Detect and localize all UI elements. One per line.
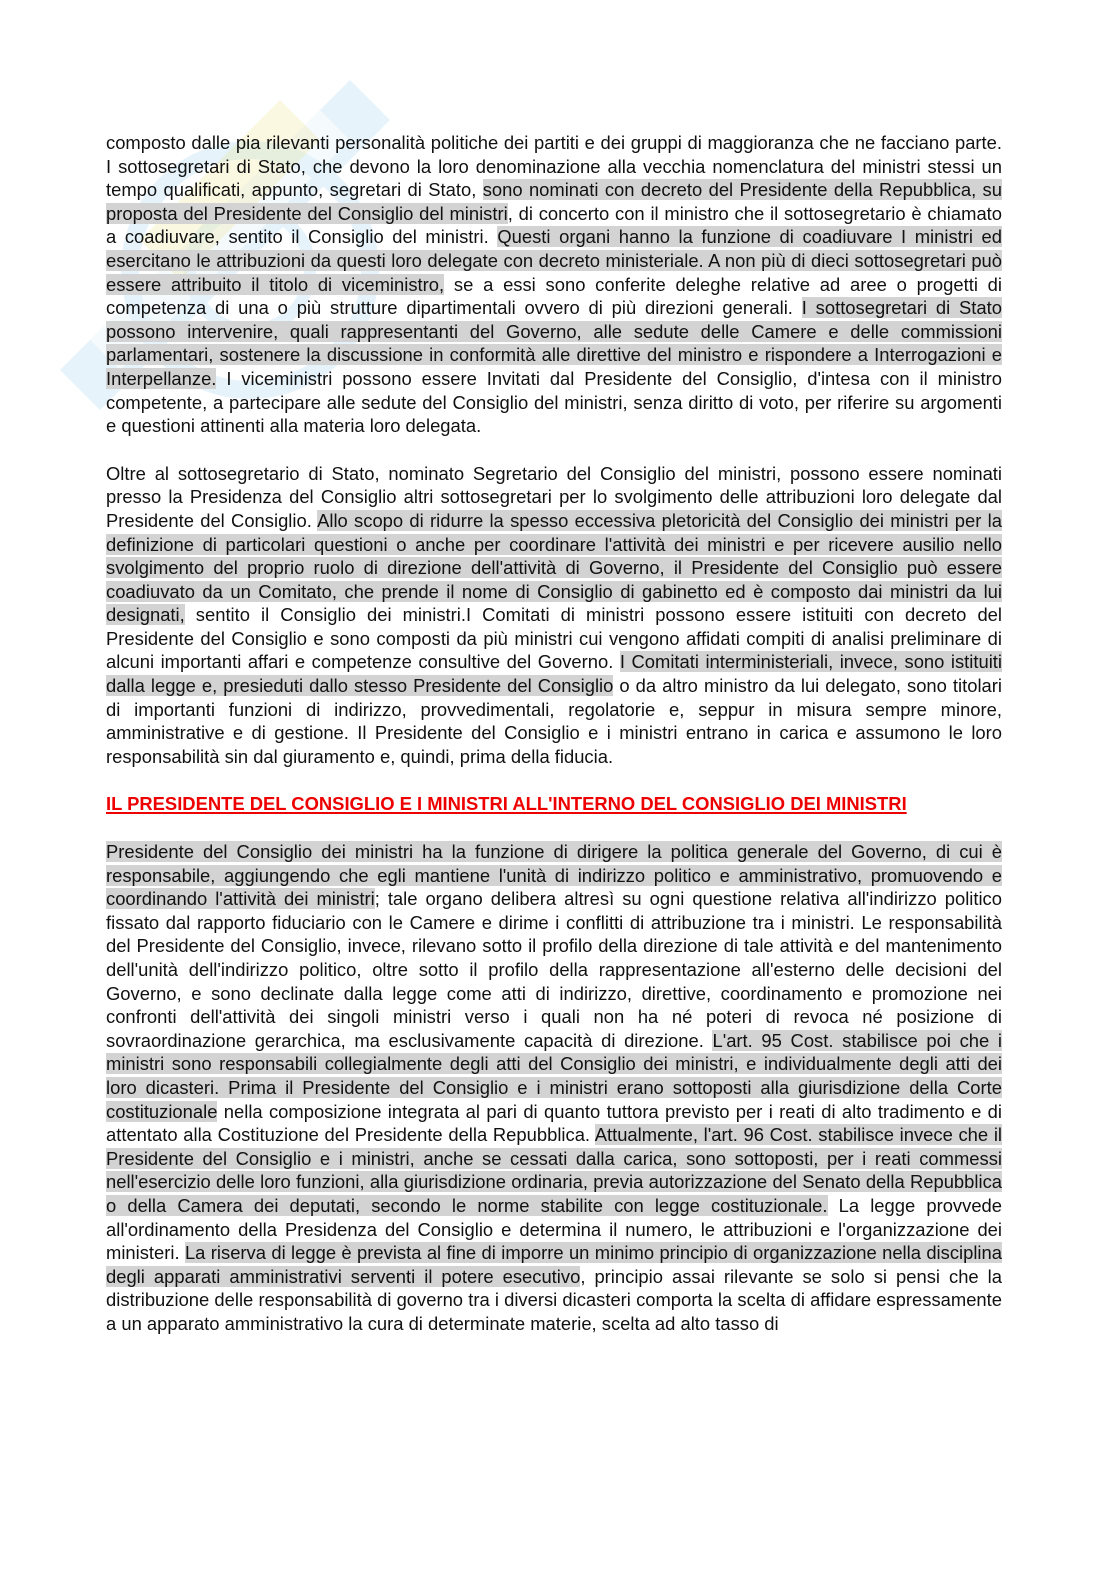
text-segment: nella composizione integrata al pari di quanto tuttora previsto per i reati di alto tradimento e di attentato alla Costituzione del Presidente della Repubblica. [106, 1100, 1002, 1146]
highlighted-text: I Comitati interministeriali, invece, sono istituiti dalla legge e, presieduti dallo stesso Presidente del Consiglio [106, 651, 1002, 697]
text-segment: , di concerto con il ministro che il sottosegretario è chiamato a coadiuvare, sentito il Consiglio del ministri. [106, 202, 1003, 248]
highlighted-text: L'art. 95 Cost. stabilisce poi che i ministri sono responsabili collegialmente degli atti del Consiglio dei ministri, e individualmente degli atti dei loro dicasteri. Prima il Presidente del Consiglio e i ministri erano sottoposti alla giurisdizione della Corte costituzionale [106, 1029, 1002, 1122]
paragraph-presidente [106, 840, 1002, 1335]
text-segment: se a essi sono conferite deleghe relative ad aree o progetti di competenza di una o più strutture dipartimentali ovvero di più direzioni generali. [106, 273, 1002, 319]
document-body [106, 131, 1002, 1336]
text-segment: I viceministri possono essere Invitati dal Presidente del Consiglio, d'intesa con il ministro competente, a partecipare alle sedute del Consiglio del ministri, senza diritto di voto, per riferire su argomenti e questioni attinenti alla materia loro delegata. [106, 367, 1002, 437]
text-segment: Oltre al sottosegretario di Stato, nominato Segretario del Consiglio del ministri, possono essere nominati presso la Presidenza del Consiglio altri sottosegretari per lo svolgimento delle attribuzioni loro delegate dal Presidente del Consiglio. [106, 462, 1002, 531]
highlighted-text: Questi organi hanno la funzione di coadiuvare I ministri ed esercitano le attribuzioni da questi loro delegate con decreto ministeriale. A non più di dieci sottosegretari può essere attribuito il titolo di viceministro, [106, 226, 1003, 295]
text-segment: , principio assai rilevante se solo si pensi che la distribuzione delle responsabilità di governo tra i diversi dicasteri comporta la scelta di affidare espressamente a un apparato amministrativo la cura di determinate materie, scelta ad alto tasso di [106, 1265, 1003, 1334]
highlighted-text: sono nominati con decreto del Presidente della Repubblica, su proposta del Presidente del Consiglio del ministri [106, 179, 1002, 224]
text-segment: La legge provvede all'ordinamento della Presidenza del Consiglio e determina il numero, le attribuzioni e l'organizzazione dei ministeri. [106, 1194, 1003, 1264]
text-segment: sentito il Consiglio dei ministri.I Comitati di ministri possono essere istituiti con decreto del Presidente del Consiglio e sono composti da più ministri cui vengono affidati compiti di analisi preliminare di alcuni importanti affari e competenze consultive del Governo. [106, 604, 1002, 673]
text-segment: o da altro ministro da lui delegato, sono titolari di importanti funzioni di indirizzo, provvedimentali, regolatorie e, seppur in misura sempre minore, amministrative e di gestione. Il Presidente del Consiglio e i ministri entrano in carica e assumono le loro responsabilità sin dal giuramento e, quindi, prima della fiducia. [106, 675, 1002, 767]
paragraph-sottosegretari [106, 131, 1002, 438]
highlighted-text: Attualmente, l'art. 96 Cost. stabilisce invece che il Presidente del Consiglio e i ministri, anche se cessati dalla carica, sono sottoposti, per i reati commessi nell'esercizio delle loro funzioni, alla giurisdizione ordinaria, previa autorizzazione del Senato della Repubblica o della Camera dei deputati, secondo le norme stabilite con legge costituzionale. [106, 1124, 1003, 1216]
highlighted-text: La riserva di legge è prevista al fine di imporre un minimo principio di organizzazione nella disciplina degli apparati amministrativi serventi il potere esecutivo [106, 1242, 1002, 1287]
highlighted-text: Allo scopo di ridurre la spesso eccessiva pletoricità del Consiglio dei ministri per la definizione di particolari questioni o anche per coordinare l'attività dei ministri e per ricevere ausilio nello svolgimento del proprio ruolo di direzione dell'attività di Governo, il Presidente del Consiglio può essere coadiuvato da un Comitato, che prende il nome di Consiglio di gabinetto ed è composto dai ministri da lui designati, [106, 509, 1002, 626]
text-segment: composto dalle pia rilevanti personalità politiche dei partiti e dei gruppi di maggioranza che ne facciano parte. I sottosegretari di Stato, che devono la loro denominazione alla vecchia nomenclatura del ministri stessi un tempo qualificati, appunto, segretari di Stato, [106, 132, 1002, 201]
section-heading: IL PRESIDENTE DEL CONSIGLIO E I MINISTRI ALL'INTERNO DEL CONSIGLIO DEI MINISTRI [106, 793, 907, 815]
highlighted-text: I sottosegretari di Stato possono intervenire, quali rappresentanti del Governo, alle sedute delle Camere e delle commissioni parlamentari, sostenere la discussione in conformità alle direttive del ministro e rispondere a Interrogazioni e Interpellanze. [106, 297, 1002, 389]
text-segment: ; tale organo delibera altresì su ogni questione relativa all'indirizzo politico fissato dal rapporto fiduciario con le Camere e dirime i conflitti di attribuzione tra i ministri. Le responsabilità del Presidente del Consiglio, invece, rilevano sotto il profilo della direzione di tale attività e del mantenimento dell'unità dell'indirizzo politico, oltre sotto il profilo della rappresentazione all'esterno delle decisioni del Governo, e sono declinate dalla legge come atti di indirizzo, direttive, coordinamento e promozione nei confronti dell'attività dei singoli ministri verso i quali non ha né poteri di revoca né posizione di sovraordinazione gerarchica, ma esclusivamente capacità di direzione. [106, 888, 1002, 1051]
paragraph-comitati [106, 462, 1002, 769]
highlighted-text: Presidente del Consiglio dei ministri ha la funzione di dirigere la politica generale del Governo, di cui è responsabile, aggiungendo che egli mantiene l'unità di indirizzo politico e amministrativo, promuovendo e coordinando l'attività dei ministri [106, 841, 1002, 910]
